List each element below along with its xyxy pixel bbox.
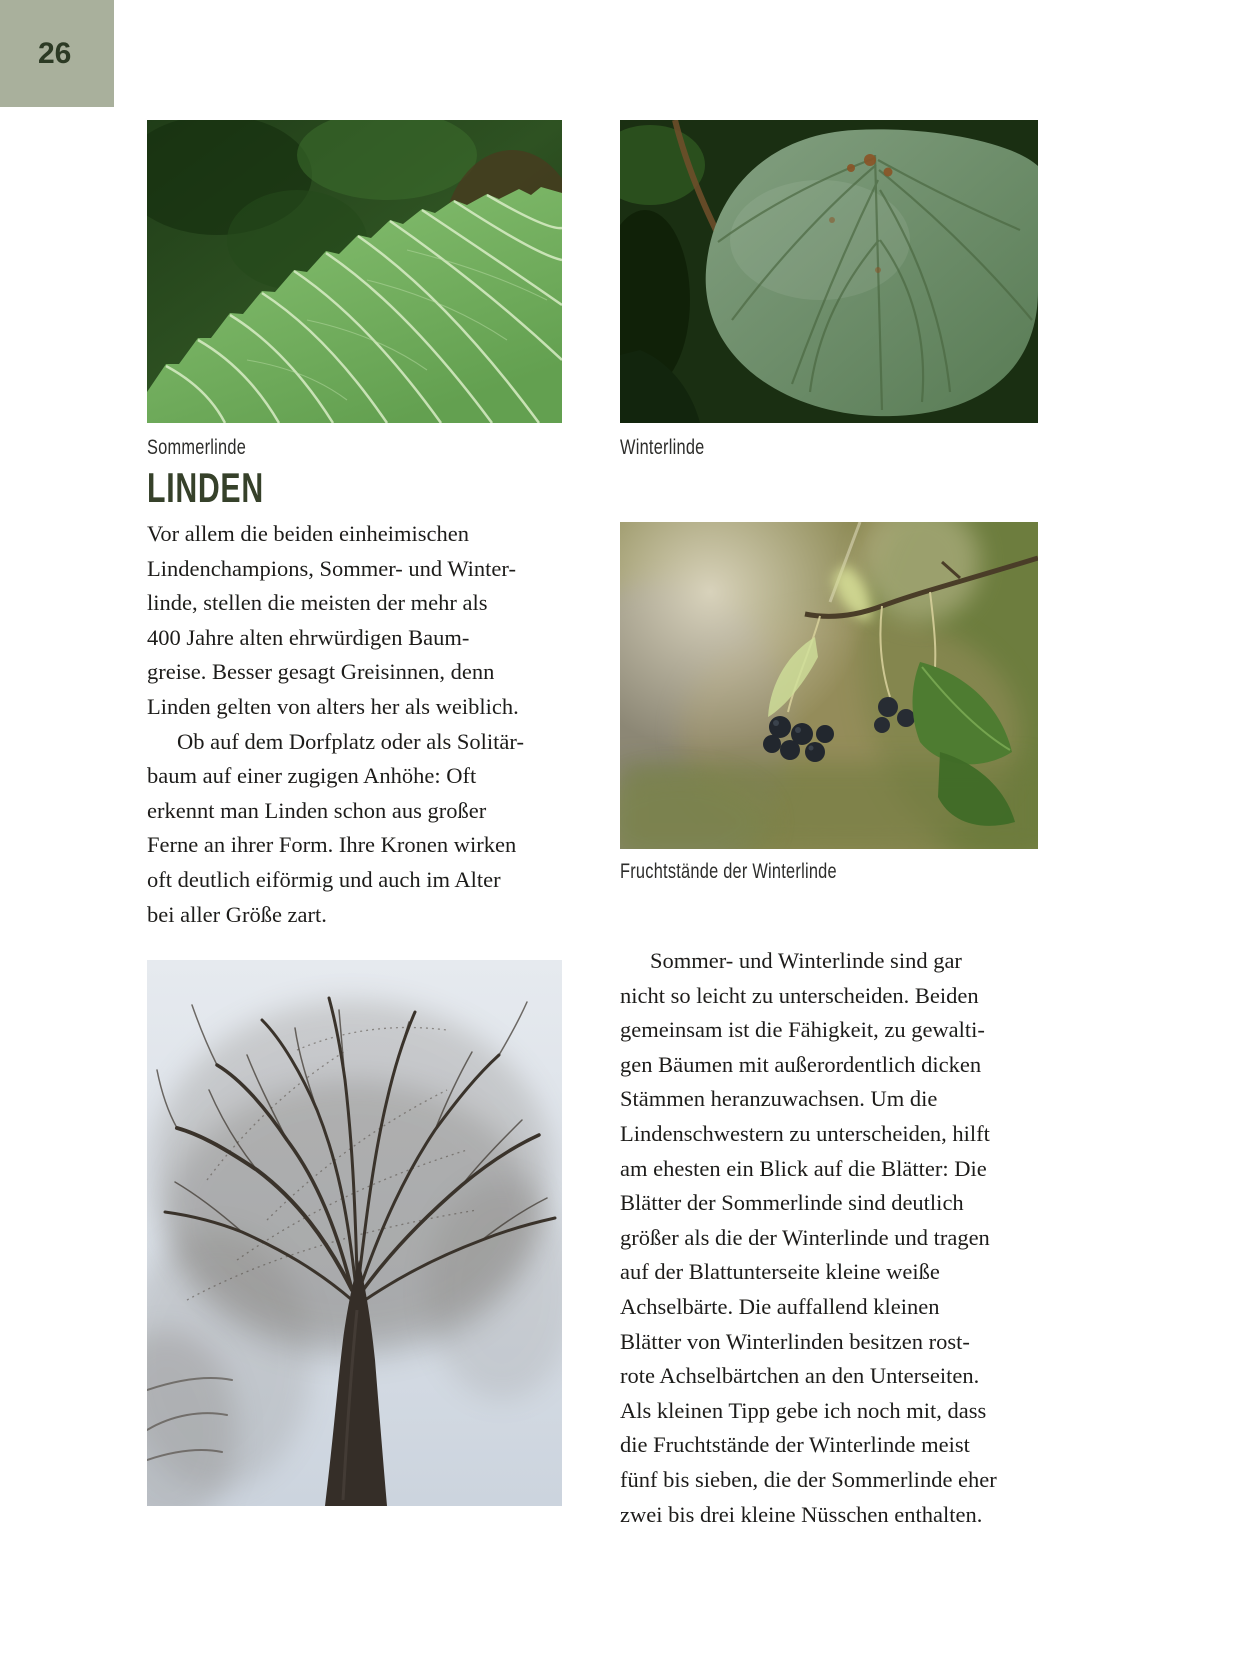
- page-number: 26: [38, 37, 72, 70]
- text-line: oft deutlich eiförmig und auch im Alter: [147, 866, 501, 892]
- text-line: baum auf einer zugigen Anhöhe: Oft: [147, 763, 477, 789]
- text-line: Blätter der Sommerlinde sind deutlich: [620, 1190, 964, 1216]
- fruchtstaende-illustration: [620, 522, 1038, 849]
- winterlinde-photo: [620, 120, 1038, 423]
- text-line: Lindenschwestern zu unterscheiden, hilft: [620, 1120, 990, 1146]
- text-line: Linden gelten von alters her als weiblich.: [147, 693, 519, 719]
- left-text-column: [147, 517, 569, 932]
- text-line: Vor allem die beiden einheimischen: [147, 521, 469, 546]
- text-line: erkennt man Linden schon aus großer: [147, 797, 487, 823]
- text-line: rote Achselbärtchen an den Unterseiten.: [620, 1363, 980, 1389]
- text-line: auf der Blattunterseite kleine weiße: [620, 1259, 940, 1285]
- fruchtstaende-photo: [620, 522, 1038, 849]
- text-line: Ferne an ihrer Form. Ihre Kronen wirken: [147, 832, 517, 858]
- linden-tree-illustration: [147, 960, 562, 1506]
- text-line: greise. Besser gesagt Greisinnen, denn: [147, 659, 495, 685]
- text-line: Blätter von Winterlinden besitzen rost-: [620, 1328, 970, 1354]
- article-heading: LINDEN: [147, 464, 264, 511]
- text-line: Stämmen heranzuwachsen. Um die: [620, 1086, 938, 1112]
- text-line: größer als die der Winterlinde und tragen: [620, 1224, 990, 1250]
- fruchtstaende-caption: Fruchtstände der Winterlinde: [620, 860, 837, 883]
- text-line: 400 Jahre alten ehrwürdigen Baum-: [147, 624, 470, 650]
- paragraph: [620, 944, 1042, 1532]
- text-line: fünf bis sieben, die der Sommerlinde eher: [620, 1466, 997, 1492]
- text-line: gemeinsam ist die Fähigkeit, zu gewalti-: [620, 1017, 985, 1043]
- paragraph: [147, 725, 569, 933]
- paragraph: [147, 517, 569, 725]
- text-line: Sommer- und Winterlinde sind gar: [650, 948, 962, 973]
- linden-tree-photo: [147, 960, 562, 1506]
- text-line: gen Bäumen mit außerordentlich dicken: [620, 1051, 982, 1077]
- sommerlinde-photo: [147, 120, 562, 423]
- text-line: die Fruchtstände der Winterlinde meist: [620, 1432, 970, 1458]
- text-line: Als kleinen Tipp gebe ich noch mit, dass: [620, 1397, 987, 1423]
- text-line: nicht so leicht zu unterscheiden. Beiden: [620, 982, 979, 1008]
- text-line: linde, stellen die meisten der mehr als: [147, 590, 488, 616]
- right-text-column: [620, 944, 1042, 1532]
- text-line: zwei bis drei kleine Nüsschen enthalten.: [620, 1501, 983, 1527]
- winterlinde-leaf-illustration: [620, 120, 1038, 423]
- text-line: Ob auf dem Dorfplatz oder als Solitär-: [177, 728, 524, 754]
- sommerlinde-leaf-illustration: [147, 120, 562, 423]
- text-line: am ehesten ein Blick auf die Blätter: Die: [620, 1155, 987, 1181]
- page-number-block: [0, 0, 114, 107]
- text-line: Achselbärte. Die auffallend kleinen: [620, 1293, 940, 1319]
- text-line: Lindenchampions, Sommer- und Winter-: [147, 555, 516, 581]
- sommerlinde-caption: Sommerlinde: [147, 436, 247, 459]
- text-line: bei aller Größe zart.: [147, 901, 327, 927]
- winterlinde-caption: Winterlinde: [620, 436, 705, 459]
